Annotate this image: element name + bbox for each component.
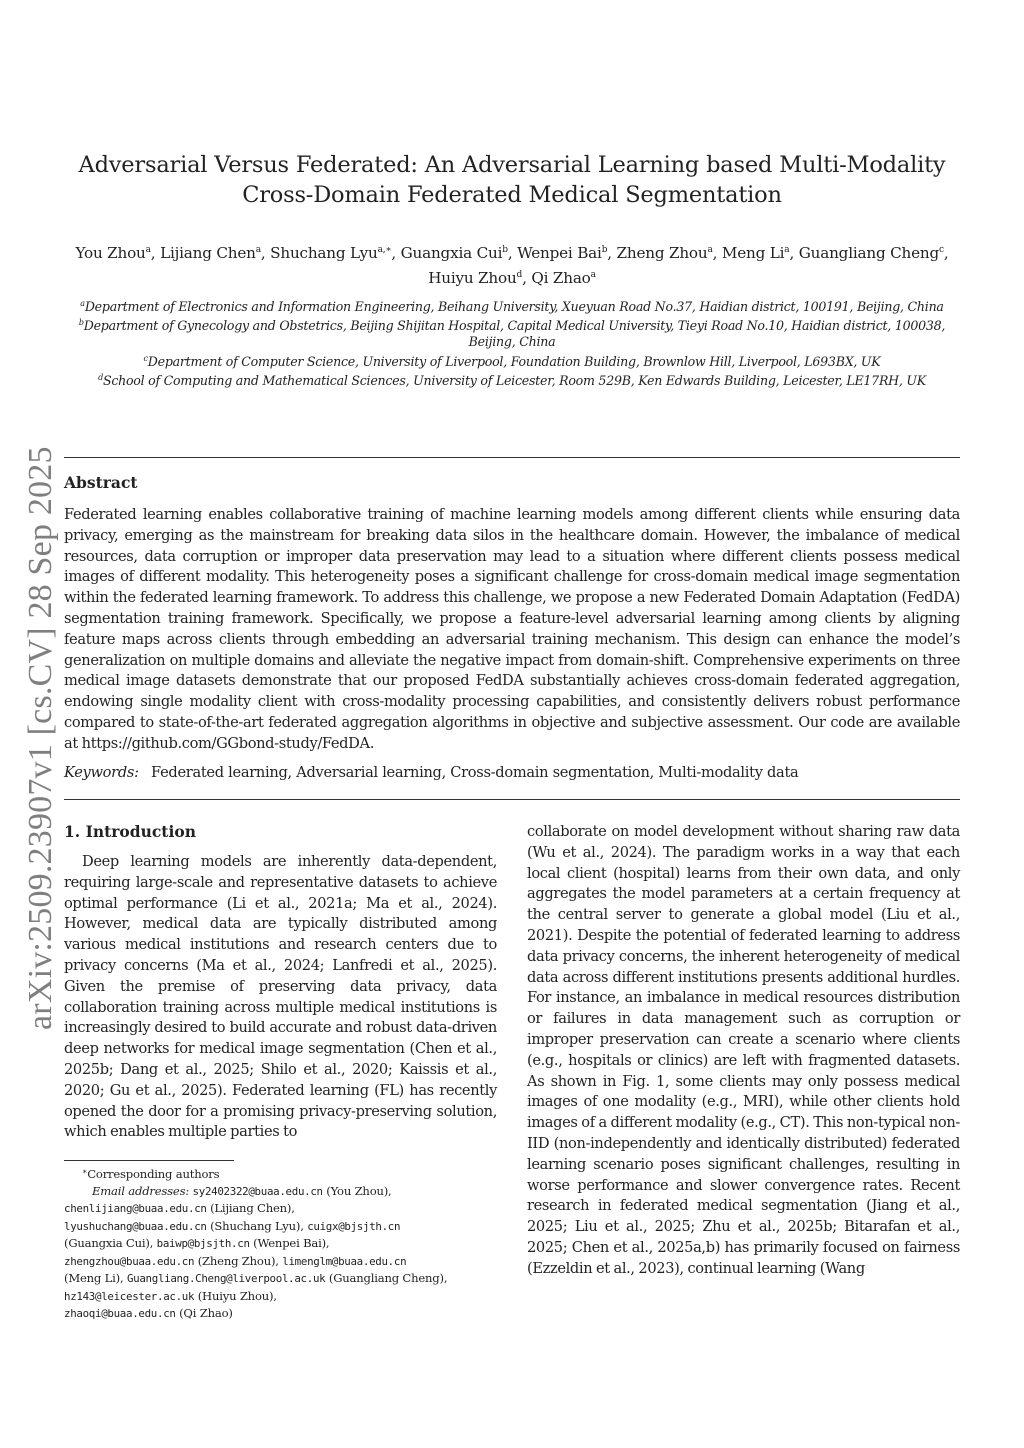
author: Guangxia Cui$^b$ bbox=[400, 244, 508, 262]
keywords-label: Keywords: bbox=[64, 764, 139, 781]
email-link[interactable]: zhengzhou@buaa.edu.cn bbox=[64, 1254, 195, 1268]
affiliation: $^a$Department of Electronics and Information Engineering, Beihang University, Xueyuan Road No.37, Haidian district, 100191, Beijing, China bbox=[80, 299, 944, 314]
title-line: Cross-Domain Federated Medical Segmentation bbox=[242, 182, 782, 208]
email-link[interactable]: lyushuchang@buaa.edu.cn bbox=[64, 1219, 207, 1233]
email-owner: (Lijiang Chen), bbox=[210, 1201, 295, 1215]
email-owner: (Qi Zhao) bbox=[179, 1306, 233, 1320]
section-heading-introduction: 1. Introduction bbox=[64, 822, 196, 841]
email-owner: (Guangliang Cheng), bbox=[328, 1271, 448, 1285]
email-link[interactable]: cuigx@bjsjth.cn bbox=[307, 1219, 401, 1233]
author: Lijiang Chen$^a$ bbox=[160, 244, 261, 262]
email-owner: (Wenpei Bai), bbox=[253, 1236, 330, 1250]
author-list: You Zhou$^a$, Lijiang Chen$^a$, Shuchang Lyu$^{a,∗}$, Guangxia Cui$^b$, Wenpei Bai$^b$, Zheng Zhou$^a$, Meng Li$^a$, Guangliang Cheng$^c$, Huiyu Zhou$^d$, Qi Zhao$^a$ bbox=[75, 244, 949, 287]
email-link[interactable]: hz143@leicester.ac.uk bbox=[64, 1289, 195, 1303]
paper-title bbox=[64, 150, 960, 210]
email-link[interactable]: zhaoqi@buaa.edu.cn bbox=[64, 1307, 176, 1320]
footnotes bbox=[64, 1164, 497, 1323]
intro-left-column bbox=[64, 852, 497, 1143]
email-owner: (Shuchang Lyu), bbox=[210, 1218, 304, 1233]
author: Guangliang Cheng$^c$ bbox=[798, 244, 944, 262]
title-line: Adversarial Versus Federated: An Adversarial Learning based Multi-Modality bbox=[78, 152, 946, 178]
affiliation-list bbox=[64, 296, 960, 389]
abstract-heading: Abstract bbox=[64, 473, 138, 492]
intro-paragraph: Deep learning models are inherently data-dependent, requiring large-scale and representative datasets to achieve optimal performance (Li et al., 2021a; Ma et al., 2024). However, medical data are typically distributed among various medical institutions and research centers due to privacy concerns (Ma et al., 2024; Lanfredi et al., 2025). Given the premise of preserving data privacy, data collaboration training across multiple medical institutions is increasingly desired to build accurate and robust data-driven deep networks for medical image segmentation (Chen et al., 2025b; Dang et al., 2025; Shilo et al., 2020; Kaissis et al., 2020; Gu et al., 2025). Federated learning (FL) has recently opened the door for a promising privacy-preserving solution, which enables multiple parties to bbox=[64, 853, 497, 1141]
keywords bbox=[64, 764, 960, 781]
author: Wenpei Bai$^b$ bbox=[517, 244, 608, 262]
email-label: Email addresses: bbox=[92, 1183, 190, 1198]
email-addresses bbox=[64, 1183, 497, 1323]
corresponding-note: ∗Corresponding authors bbox=[82, 1167, 220, 1181]
email-owner: (You Zhou), bbox=[326, 1183, 392, 1198]
affiliation: $^c$Department of Computer Science, University of Liverpool, Foundation Building, Brownlow Hill, Liverpool, L693BX, UK bbox=[143, 353, 881, 369]
arxiv-identifier: arXiv:2509.23907v1 [cs.CV] 28 Sep 2025 bbox=[22, 446, 59, 1030]
author: Huiyu Zhou$^d$ bbox=[428, 269, 523, 287]
intro-paragraph-continued: collaborate on model development without sharing raw data (Wu et al., 2024). The paradigm works in a way that each local client (hospital) learns from their own data, and only aggregates the model parameters at a certain frequency at the central server to generate a global model (Liu et al., 2021). Despite the potential of federated learning to address data privacy concerns, the inherent heterogeneity of medical data across different institutions presents additional hurdles. For instance, an imbalance in medical resources distribution or failures in data management such as corruption or improper preservation can create a scenario where clients (e.g., hospitals or clinics) are left with fragmented datasets. As shown in Fig. 1, some clients may only possess medical images of one modality (e.g., MRI), while other clients hold images of a different modality (e.g., CT). This non-typical non-IID (non-independently and identically distributed) federated learning scenario poses significant challenges, resulting in worse performance and slower convergence rates. Recent research in federated medical segmentation (Jiang et al., 2025; Liu et al., 2025; Zhu et al., 2025b; Bitarafan et al., 2025; Chen et al., 2025a,b) has primarily focused on fairness (Ezzeldin et al., 2023), continual learning (Wang bbox=[527, 823, 960, 1277]
email-link[interactable]: Guangliang.Cheng@liverpool.ac.uk bbox=[126, 1272, 326, 1285]
author: Qi Zhao$^a$ bbox=[531, 269, 596, 287]
affiliation: $^b$Department of Gynecology and Obstetrics, Beijing Shijitan Hospital, Capital Medical University, Tieyi Road No.10, Haidian district, 100038, Beijing, China bbox=[78, 318, 946, 350]
email-owner: (Meng Li), bbox=[64, 1271, 124, 1285]
email-link[interactable]: limenglm@buaa.edu.cn bbox=[282, 1254, 407, 1268]
email-owner: (Guangxia Cui), bbox=[64, 1236, 154, 1250]
author: You Zhou$^a$ bbox=[75, 244, 151, 262]
abstract-top-rule bbox=[64, 457, 960, 458]
author: Zheng Zhou$^a$ bbox=[616, 244, 713, 262]
author: Shuchang Lyu$^{a,∗}$ bbox=[270, 244, 392, 262]
email-link[interactable]: sy2402322@buaa.edu.cn bbox=[192, 1184, 323, 1198]
author: Meng Li$^a$ bbox=[721, 244, 790, 262]
footnote-rule bbox=[64, 1160, 234, 1161]
email-owner: (Zheng Zhou), bbox=[197, 1253, 279, 1268]
affiliation: $^d$School of Computing and Mathematical Sciences, University of Leicester, Room 529B, Ken Edwards Building, Leicester, LE17RH, UK bbox=[98, 372, 926, 388]
email-link[interactable]: baiwp@bjsjth.cn bbox=[156, 1237, 250, 1250]
keywords-text: Federated learning, Adversarial learning, Cross-domain segmentation, Multi-modality data bbox=[151, 764, 799, 781]
intro-right-column bbox=[527, 822, 960, 1280]
email-owner: (Huiyu Zhou), bbox=[197, 1288, 277, 1303]
abstract-bottom-rule bbox=[64, 799, 960, 800]
abstract-text: Federated learning enables collaborative training of machine learning models among different clients while ensuring data privacy, emerging as the mainstream for breaking data silos in the healthcare domain. However, the imbalance of medical resources, data corruption or improper data preservation may lead to a situation where different clients possess medical images of different modality. This heterogeneity poses a significant challenge for cross-domain medical image segmentation within the federated learning framework. To address this challenge, we propose a new Federated Domain Adaptation (FedDA) segmentation training framework. Specifically, we propose a feature-level adversarial learning among clients by aligning feature maps across clients through embedding an adversarial training mechanism. This design can enhance the model’s generalization on multiple domains and alleviate the negative impact from domain-shift. Comprehensive experiments on three medical image datasets demonstrate that our proposed FedDA substantially achieves cross-domain federated aggregation, endowing single modality client with cross-modality processing capabilities, and consistently delivers robust performance compared to state-of-the-art federated aggregation algorithms in objective and subjective assessment. Our code are available at https://github.com/GGbond-study/FedDA. bbox=[64, 506, 960, 752]
email-link[interactable]: chenlijiang@buaa.edu.cn bbox=[64, 1202, 207, 1215]
